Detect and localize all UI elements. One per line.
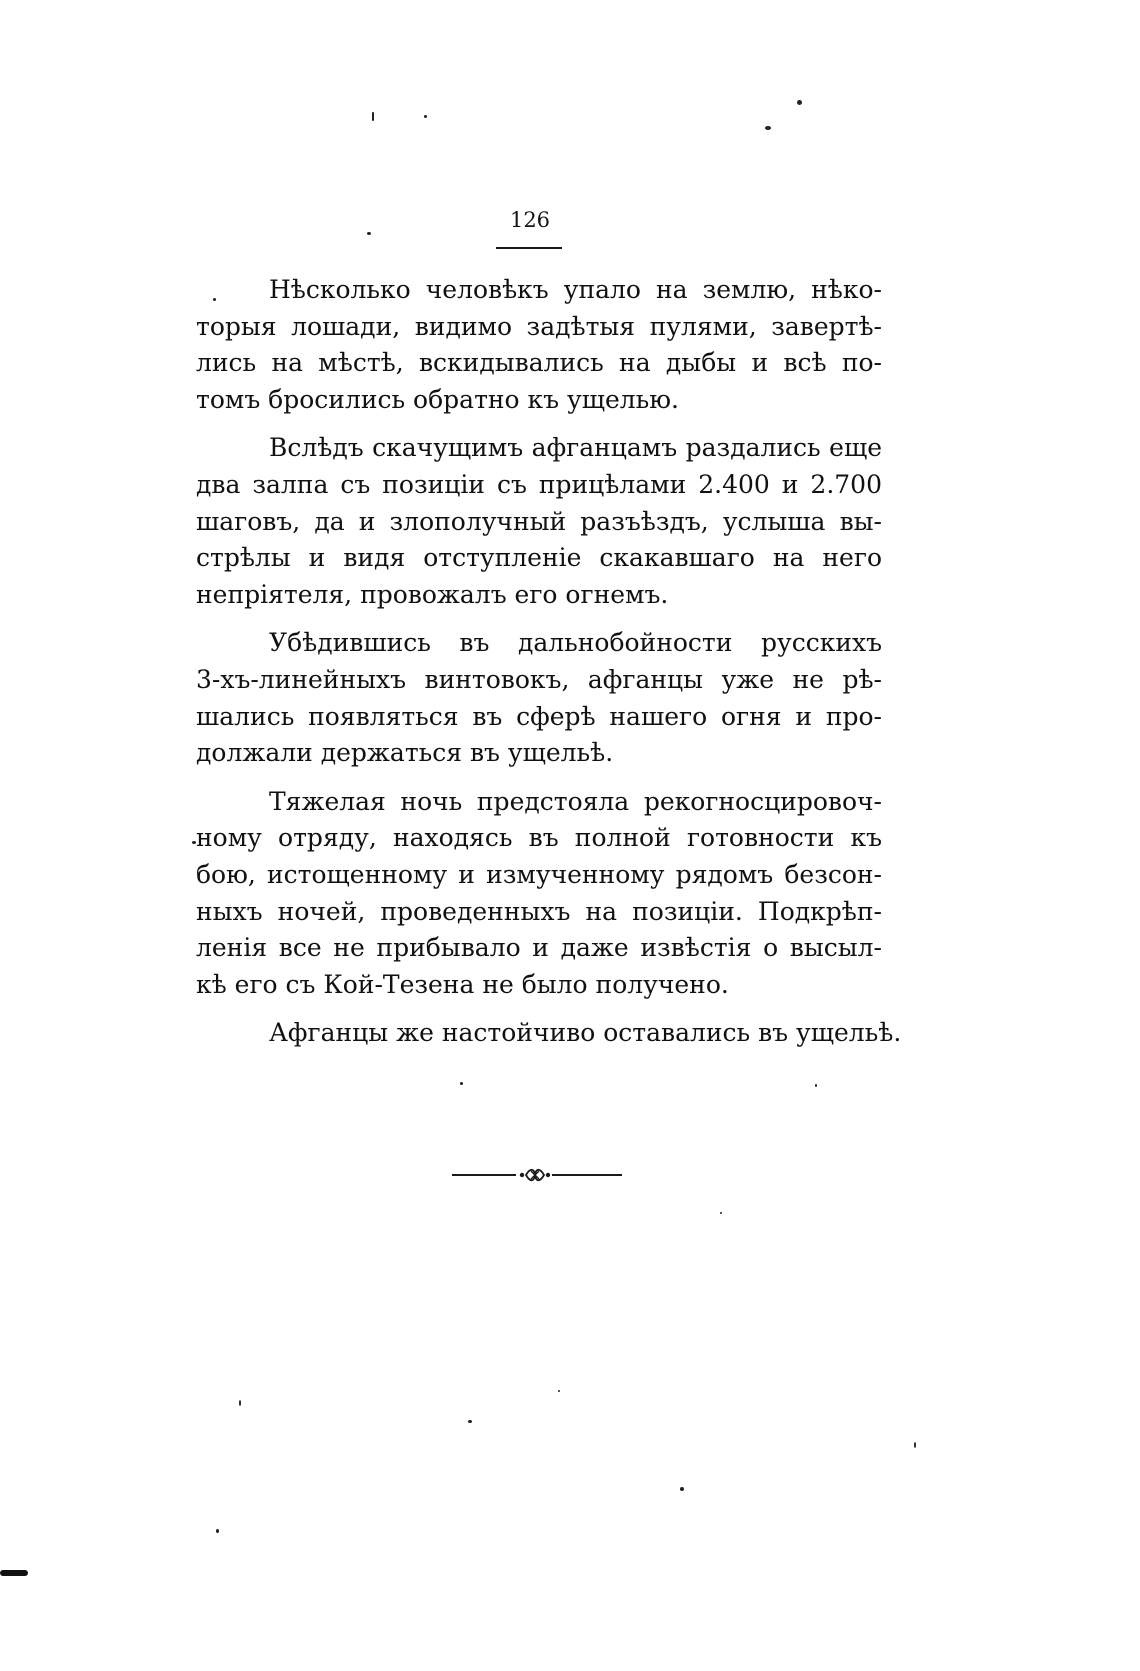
- text-line: должали держаться въ ущельѣ.: [196, 738, 614, 768]
- paragraph: [196, 784, 882, 1004]
- text-line: ныхъ ночей, проведенныхъ на позиціи. Подкрѣп-: [196, 896, 882, 926]
- scan-speck: [460, 1082, 463, 1085]
- text-line: стрѣлы и видя отступленіе скакавшаго на него: [196, 543, 882, 573]
- scan-speck: [367, 232, 371, 235]
- paragraph: [196, 625, 882, 771]
- text-line: 3-хъ-линейныхъ винтовокъ, афганцы уже не рѣ-: [196, 664, 882, 694]
- scan-speck: [815, 1084, 817, 1087]
- text-line: Афганцы же настойчиво оставались въ ущельѣ.: [269, 1018, 902, 1048]
- text-line: торыя лошади, видимо задѣтыя пулями, завертѣ-: [196, 311, 882, 341]
- scan-speck: [765, 126, 771, 130]
- scan-speck: [216, 1529, 219, 1533]
- scan-speck: [558, 1390, 560, 1392]
- text-line: Тяжелая ночь предстояла рекогносцировоч-: [269, 786, 882, 816]
- scan-speck: [680, 1487, 684, 1491]
- text-line: кѣ его съ Кой-Тезена не было получено.: [196, 969, 729, 999]
- text-line: лись на мѣстѣ, вскидывались на дыбы и всѣ по-: [196, 348, 882, 378]
- paragraph: [196, 430, 882, 613]
- scan-speck: [239, 1400, 241, 1406]
- scan-speck: [192, 841, 196, 844]
- text-line: ленія все не прибывало и даже извѣстія о высыл-: [196, 933, 882, 963]
- text-line: два залпа съ позиціи съ прицѣлами 2.400 и 2.700: [196, 469, 882, 499]
- scan-speck: [797, 100, 802, 105]
- text-line: бою, истощенному и измученному рядомъ безсон-: [196, 859, 882, 889]
- scan-speck: [213, 298, 216, 301]
- scan-edge-mark: [0, 1570, 28, 1576]
- text-line: шались появляться въ сферѣ нашего огня и про-: [196, 701, 882, 731]
- text-line: Убѣдившись въ дальнобойности русскихъ: [269, 628, 882, 658]
- scan-speck: [468, 1420, 472, 1423]
- text-line: томъ бросились обратно къ ущелью.: [196, 384, 679, 414]
- text-line: Вслѣдъ скачущимъ афганцамъ раздались еще: [269, 433, 882, 463]
- scan-speck: [372, 112, 374, 121]
- text-line: Нѣсколько человѣкъ упало на землю, нѣко-: [269, 275, 882, 304]
- text-line: непріятеля, провожалъ его огнемъ.: [196, 579, 669, 609]
- paragraph: [196, 272, 882, 418]
- page-number-rule: [496, 247, 562, 249]
- scan-speck: [720, 1212, 722, 1214]
- paragraph: [196, 1015, 902, 1052]
- ornament-rule-right: [552, 1174, 622, 1176]
- text-line: ному отряду, находясь въ полной готовности къ: [196, 823, 882, 853]
- scan-speck: [914, 1442, 916, 1448]
- ornament-rule-left: [452, 1174, 516, 1176]
- scan-speck: [424, 115, 427, 118]
- page-number: 126: [509, 208, 551, 232]
- section-end-ornament: [452, 1164, 622, 1184]
- text-line: шаговъ, да и злополучный разъѣздъ, услыша вы-: [196, 506, 882, 536]
- body-text: [196, 272, 902, 1064]
- fleuron-icon: [518, 1164, 552, 1184]
